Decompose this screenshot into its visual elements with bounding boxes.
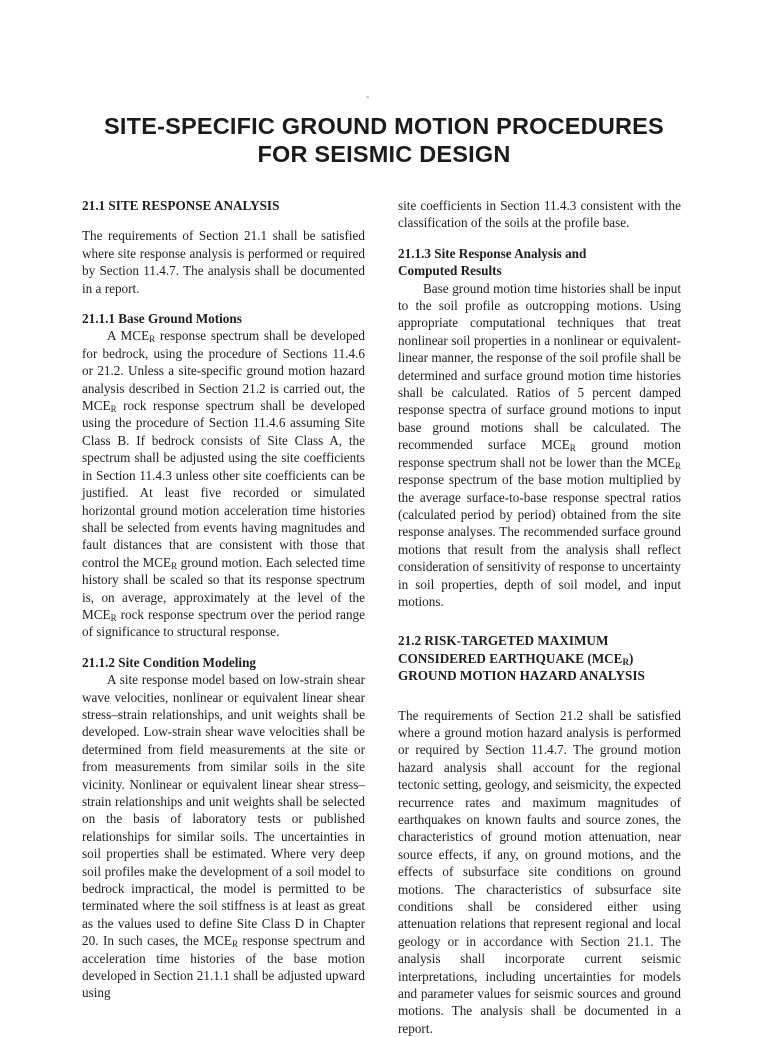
section-21-1-3-paragraph [398, 280, 681, 611]
subscript: R [569, 443, 576, 454]
page-title-line-1: SITE-SPECIFIC GROUND MOTION PROCEDURES [104, 113, 664, 139]
text-run: response spectrum shall be developed for bedrock, using the procedure of Sections 11.4.6 or 21.2. Unless a site-specific ground motion hazard analysis described in Section 21.2 is carried out, the MCE [82, 328, 366, 414]
text-run: ground motion response spectrum shall not be lower than the MCE [398, 437, 681, 470]
section-21-1-2-heading: 21.1.2 Site Condition Modeling [82, 654, 257, 670]
subscript: R [110, 612, 117, 623]
text-run: A MCE [107, 328, 150, 344]
text-run: ) [628, 650, 634, 666]
section-21-1-body: The requirements of Section 21.1 shall be satisfied where site response analysis is performed or required by Section 11.4.7. The analysis shall be documented in a report. [82, 228, 365, 296]
subscript: R [110, 404, 117, 415]
text-run: ground motion. Each selected time history shall be scaled so that its response spectrum is, on average, approximately at the level of the MCE [82, 554, 365, 622]
right-column [398, 197, 681, 1037]
section-21-1-2-paragraph [82, 671, 365, 1002]
heading-line: Computed Results [398, 263, 502, 279]
text-run: response spectrum of the base motion multiplied by the average surface-to-base response spectral ratios (calculated period by period) obtained from the site response analyses. The recommended surface ground motions that result from the analysis shall reflect consideration of sensitivity of response to uncertainty in soil properties, depth of soil model, and input motions. [398, 472, 681, 609]
continued-text: site coefficients in Section 11.4.3 consistent with the classification of the soils at the profile base. [398, 198, 681, 231]
text-run: CONSIDERED EARTHQUAKE (MCE [398, 650, 623, 666]
subscript: R [622, 656, 629, 667]
subscript: R [674, 460, 681, 471]
heading-line: 21.1.3 Site Response Analysis and [398, 245, 587, 261]
section-21-1-1-heading: 21.1.1 Base Ground Motions [82, 311, 242, 327]
subscript: R [231, 939, 238, 950]
section-21-1-heading: 21.1 SITE RESPONSE ANALYSIS [82, 198, 280, 213]
page-title [0, 112, 768, 168]
section-21-2-heading [398, 632, 681, 684]
heading-line: GROUND MOTION HAZARD ANALYSIS [398, 668, 645, 684]
left-column [82, 197, 365, 1002]
section-21-1-1-paragraph [82, 327, 365, 640]
text-run: A site response model based on low-strain shear wave velocities, nonlinear or equivalent linear shear stress–strain relationships, and unit weights shall be developed. Low-strain shear wave velocities shall be determined from field measurements at the site or from measurements from similar soils in the site vicinity. Nonlinear or equivalent linear shear stress–strain relationships and unit weights shall be selected on the basis of laboratory tests or published relationships for similar soils. The uncertainties in soil properties shall be estimated. Where very deep soil profiles make the development of a soil model to bedrock impractical, the model is permitted to be terminated where the soil stiffness is at least as great as the values used to define Site Class D in Chapter 20. In such cases, the MCE [82, 672, 365, 949]
page-mark: - [366, 92, 370, 103]
heading-line: 21.2 RISK-TARGETED MAXIMUM [398, 633, 609, 649]
page-title-line-2: FOR SEISMIC DESIGN [257, 141, 511, 167]
text-run: rock response spectrum over the period range of significance to structural response. [82, 606, 365, 640]
text-run: response spectrum and acceleration time histories of the base motion developed in Section 21.1.1 shall be adjusted upward using [82, 933, 365, 1001]
section-21-1-3-heading [398, 245, 681, 280]
text-run: Base ground motion time histories shall be input to the soil profile as outcropping motions. Using appropriate computational techniques that treat nonlinear soil properties in a nonlinear or equivalent-linear manner, the response of the soil profile shall be determined and surface ground motion time histories shall be calculated. Ratios of 5 percent damped response spectra of surface ground motions to input base ground motions shall be calculated. The recommended surface MCE [398, 280, 681, 453]
section-21-2-body: The requirements of Section 21.2 shall be satisfied where a ground motion hazard analysis is performed or required by Section 11.4.7. The ground motion hazard analysis shall account for the regional tectonic setting, geology, and seismicity, the expected recurrence rates and maximum magnitudes of earthquakes on known faults and source zones, the characteristics of ground motion attenuation, near source effects, if any, on ground motions, and the effects of subsurface site conditions on ground motions. The characteristics of subsurface site conditions shall be considered either using attenuation relations that represent regional and local geology or in accordance with Section 21.1. The analysis shall incorporate current seismic interpretations, including uncertainties for models and parameter values for seismic sources and ground motions. The analysis shall be documented in a report. [398, 707, 681, 1036]
text-run: rock response spectrum shall be developed using the procedure of Section 11.4.6 assuming Site Class B. If bedrock consists of Site Class A, the spectrum shall be adjusted using the site coefficients in Section 11.4.3 unless other site coefficients can be justified. At least five recorded or simulated horizontal ground motion acceleration time histories shall be selected from events having magnitudes and fault distances that are consistent with those that control the MCE [82, 398, 365, 570]
heading-line [398, 650, 681, 667]
subscript: R [171, 560, 178, 571]
subscript: R [149, 334, 156, 345]
